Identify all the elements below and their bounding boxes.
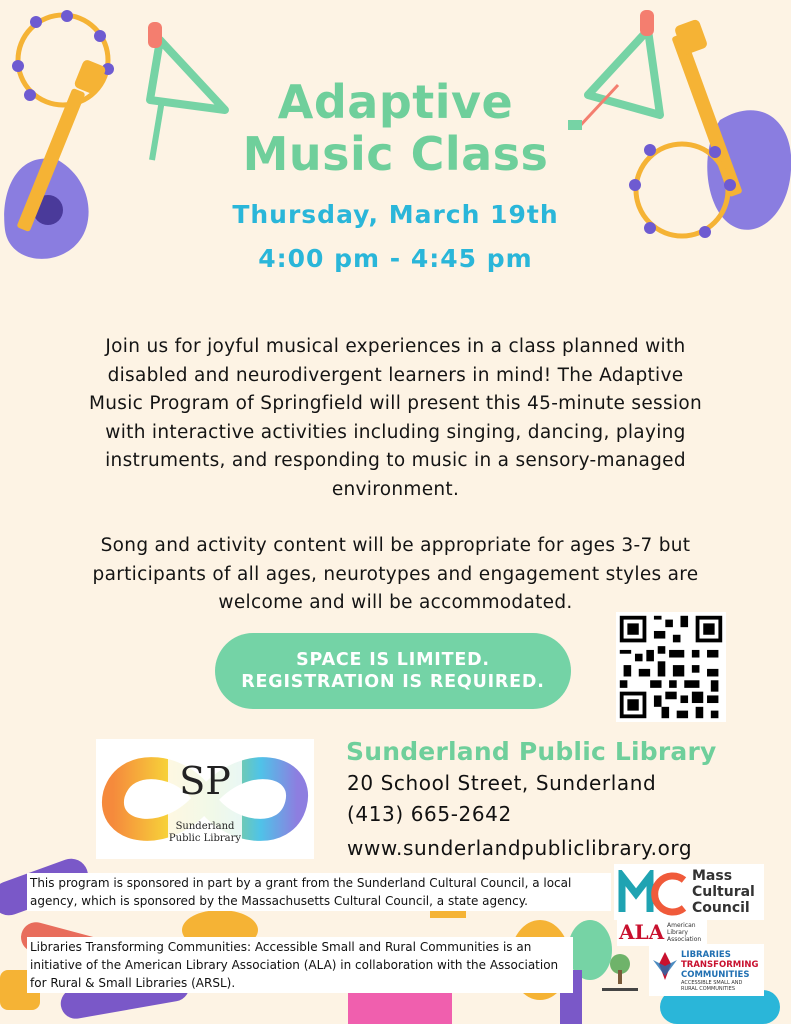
- sponsor-note-1: This program is sponsored in part by a grant from the Sunderland Cultural Council, a local agency, which is sponsored by the Massachusetts Cultural Council, a state agency.: [27, 873, 611, 911]
- description-line: welcome and will be accommodated.: [218, 592, 573, 613]
- ala-subtext: American: [667, 922, 696, 929]
- ltc-flower-icon: [651, 950, 679, 984]
- qr-code[interactable]: [616, 612, 726, 722]
- library-address: 20 School Street, Sunderland: [347, 771, 657, 795]
- event-title-line-2: Music Class: [242, 127, 549, 181]
- registration-banner: [215, 633, 571, 709]
- library-name: Sunderland Public Library: [346, 737, 717, 766]
- svg-text:SP: SP: [179, 759, 231, 803]
- description-line: Join us for joyful musical experiences in a class planned with: [105, 336, 686, 357]
- arsl-logo: [598, 950, 642, 996]
- description-line: with interactive activities including singing, dancing, playing: [105, 421, 686, 443]
- description-line: environment.: [331, 478, 460, 500]
- ala-wordmark: ALA: [619, 920, 665, 944]
- mcc-text-line: Mass: [692, 868, 733, 884]
- library-website[interactable]: www.sunderlandpubliclibrary.org: [347, 836, 693, 860]
- ltc-text-line: COMMUNITIES: [681, 970, 750, 980]
- event-time: 4:00 pm - 4:45 pm: [258, 244, 533, 273]
- library-phone[interactable]: (413) 665-2642: [347, 802, 512, 826]
- ltc-text-line: TRANSFORMING: [681, 960, 759, 970]
- ltc-logo: [649, 944, 764, 996]
- ala-subtext: Library: [667, 929, 688, 936]
- svg-text:Public Library: Public Library: [168, 833, 242, 844]
- registration-line-2: REGISTRATION IS REQUIRED.: [241, 672, 545, 692]
- description-line: disabled and neurodivergent learners in mind! The Adaptive: [107, 364, 684, 386]
- mcc-text-line: Council: [692, 900, 750, 916]
- sponsor-note-2: Libraries Transforming Communities: Accessible Small and Rural Communities is an initiative of the American Library Association (ALA) in collaboration with the Association for Rural & Small Libraries (ARSL).: [27, 937, 573, 993]
- description-paragraph-2: [40, 532, 751, 618]
- ltc-subtext: RURAL COMMUNITIES: [681, 986, 735, 992]
- infinity-logo-icon: [96, 739, 314, 859]
- description-line: Music Program of Springfield will present this 45-minute session: [89, 393, 702, 414]
- event-date: Thursday, March 19th: [232, 200, 559, 229]
- ala-logo: [617, 920, 707, 946]
- event-title-line-1: Adaptive: [277, 75, 514, 129]
- svg-text:Sunderland: Sunderland: [175, 821, 235, 832]
- mass-cultural-council-logo: [614, 864, 764, 920]
- registration-line-1: SPACE IS LIMITED.: [296, 650, 490, 670]
- mcc-text-line: Cultural: [692, 884, 755, 900]
- ala-subtext: Association: [667, 936, 702, 943]
- description-line: Song and activity content will be appropriate for ages 3-7 but: [100, 535, 691, 556]
- mcc-mark-icon: [618, 870, 688, 916]
- tree-icon: [598, 950, 642, 996]
- library-logo: [96, 739, 314, 859]
- ltc-subtext: ACCESSIBLE SMALL AND: [681, 980, 743, 986]
- description-line: instruments, and responding to music in a sensory-managed: [105, 450, 686, 471]
- ltc-text-line: LIBRARIES: [681, 950, 731, 960]
- description-paragraph-1: [40, 333, 751, 504]
- description-line: participants of all ages, neurotypes and engagement styles are: [92, 563, 699, 585]
